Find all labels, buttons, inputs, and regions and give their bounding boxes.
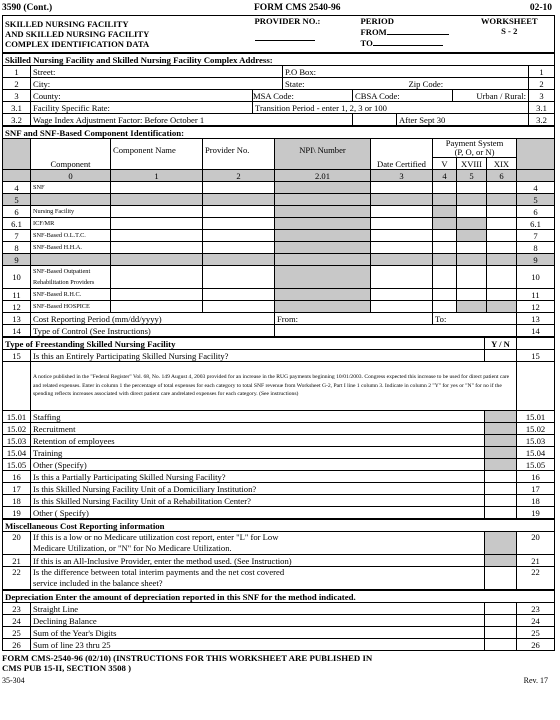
after-sept-field[interactable]: After Sept 30 xyxy=(397,114,529,126)
revision: Rev. 17 xyxy=(523,676,548,685)
component-row xyxy=(3,230,555,242)
component-label: SNF-Based Outpatient Rehabilitation Providers xyxy=(31,266,111,289)
depreciation-section-title: Depreciation Enter the amount of depreciation reported in this SNF for the method indicated. xyxy=(3,591,555,603)
line-label: Training xyxy=(31,447,485,459)
component-cell xyxy=(275,301,371,313)
component-cell[interactable] xyxy=(203,266,275,289)
component-cell[interactable] xyxy=(371,206,433,218)
misc-table xyxy=(2,519,555,590)
component-label: SNF-Based R.H.C. xyxy=(31,289,111,301)
component-cell[interactable] xyxy=(111,218,203,230)
line-number-right: 23 xyxy=(517,603,555,615)
line-20-answer[interactable] xyxy=(485,532,517,555)
component-cell xyxy=(371,254,433,266)
component-label: SNF-Based HOSPICE xyxy=(31,301,111,313)
line-number: 15.01 xyxy=(3,411,31,423)
line-number: 6.1 xyxy=(3,218,31,230)
line-number: 24 xyxy=(3,615,31,627)
line-row xyxy=(3,603,555,615)
component-label xyxy=(31,254,111,266)
wage-index-field[interactable]: Wage Index Adjustment Factor: Before October 1 xyxy=(31,114,353,126)
component-row xyxy=(3,254,555,266)
line-label: Other ( Specify) xyxy=(31,507,485,519)
line-22-answer[interactable] xyxy=(485,567,517,590)
line-number: 11 xyxy=(3,289,31,301)
line-row xyxy=(3,483,555,495)
line-number-right: 9 xyxy=(517,254,555,266)
component-cell[interactable] xyxy=(371,242,433,254)
line-number-right: 5 xyxy=(517,194,555,206)
facility-rate-row: 3.1 Facility Specific Rate: Transition Period - enter 1, 2, 3 or 100 3.1 xyxy=(3,102,555,114)
component-row xyxy=(3,182,555,194)
component-cell[interactable] xyxy=(487,242,517,254)
component-row xyxy=(3,218,555,230)
line-number: 15.03 xyxy=(3,435,31,447)
line-number-right: 6.1 xyxy=(517,218,555,230)
answer-cell[interactable] xyxy=(485,459,517,471)
msa-field[interactable]: MSA Code: xyxy=(253,90,353,102)
col-date-certified: Date Certified xyxy=(371,139,433,170)
component-cell[interactable] xyxy=(487,230,517,242)
form-number: 3590 (Cont.) xyxy=(2,3,53,13)
line-row xyxy=(3,615,555,627)
line-21-row: 21 If this is an All-Inclusive Provider, enter the method used. (See Instruction) 21 xyxy=(3,555,555,567)
line-row xyxy=(3,411,555,423)
component-cell[interactable] xyxy=(457,182,487,194)
component-cell xyxy=(433,194,457,206)
col-provider-no: Provider No. xyxy=(203,139,275,170)
component-cell[interactable] xyxy=(203,301,275,313)
form-date: 02-10 xyxy=(529,3,552,13)
answer-cell[interactable] xyxy=(485,435,517,447)
line-number-right: 16 xyxy=(517,471,555,483)
answer-cell[interactable] xyxy=(485,627,517,639)
line-number: 4 xyxy=(3,182,31,194)
line-label: Is this Skilled Nursing Facility Unit of a Rehabilitation Center? xyxy=(31,495,485,507)
line-number-right: 12 xyxy=(517,301,555,313)
component-cell[interactable] xyxy=(111,242,203,254)
cost-period-to[interactable]: To: xyxy=(433,313,517,325)
component-section-title: SNF and SNF-Based Component Identification: xyxy=(3,127,555,139)
period-field[interactable]: PERIOD FROM TO xyxy=(359,16,465,53)
line-number: 16 xyxy=(3,471,31,483)
component-label: SNF-Based H.H.A. xyxy=(31,242,111,254)
component-cell[interactable] xyxy=(433,230,457,242)
line-row xyxy=(3,507,555,519)
urban-rural-field[interactable]: Urban / Rural: xyxy=(453,90,529,102)
component-cell xyxy=(457,254,487,266)
component-cell[interactable] xyxy=(457,242,487,254)
po-box-field[interactable]: P.O Box: xyxy=(283,66,529,78)
line-number-right: 18 xyxy=(517,495,555,507)
line-number: 15.04 xyxy=(3,447,31,459)
column-number-row: 0 1 2 2.01 3 4 5 6 xyxy=(3,170,555,182)
form-name: FORM CMS 2540-96 xyxy=(254,3,341,13)
component-cell[interactable] xyxy=(487,218,517,230)
line-20-row: 20 If this is a low or no Medicare utilization cost report, enter "L" for Low Medicare Utilization, or "N" for No Medicare Utilization. 20 xyxy=(3,532,555,555)
component-cell xyxy=(457,194,487,206)
answer-cell[interactable] xyxy=(485,603,517,615)
line-number: 19 xyxy=(3,507,31,519)
component-label: ICF/MR xyxy=(31,218,111,230)
state-field[interactable]: State: xyxy=(283,78,397,90)
line-number-right: 15.04 xyxy=(517,447,555,459)
line-number: 18 xyxy=(3,495,31,507)
line-number-right: 8 xyxy=(517,242,555,254)
line-row xyxy=(3,423,555,435)
component-cell[interactable] xyxy=(433,242,457,254)
address-section-title: Skilled Nursing Facility and Skilled Nursing Facility Complex Address: xyxy=(3,54,555,66)
component-table xyxy=(2,126,555,337)
line-21-answer[interactable] xyxy=(485,555,517,567)
component-cell[interactable] xyxy=(111,266,203,289)
component-cell[interactable] xyxy=(433,301,457,313)
line-number: 6 xyxy=(3,206,31,218)
col-xix: XIX xyxy=(487,158,517,170)
line-label: Is this Skilled Nursing Facility Unit of a Domiciliary Institution? xyxy=(31,483,485,495)
component-cell xyxy=(487,301,517,313)
line-number: 15.02 xyxy=(3,423,31,435)
line-row xyxy=(3,495,555,507)
component-cell[interactable] xyxy=(487,206,517,218)
component-label: SNF-Based O.L.T.C. xyxy=(31,230,111,242)
col-payment-system: Payment System (P, O, or N) xyxy=(433,139,517,158)
line-number-right: 15.01 xyxy=(517,411,555,423)
street-row: 1 Street: P.O Box: 1 xyxy=(3,66,555,78)
line-number-right: 15.03 xyxy=(517,435,555,447)
component-cell[interactable] xyxy=(433,182,457,194)
line-number-right: 24 xyxy=(517,615,555,627)
component-cell xyxy=(203,254,275,266)
depreciation-table xyxy=(2,590,555,651)
component-row xyxy=(3,266,555,289)
facility-rate-field[interactable]: Facility Specific Rate: xyxy=(31,102,253,114)
notice-text: A notice published in the "Federal Register" Vol. 68, No. 149 August 4, 2003 provided for an increase in the RUG payments beginning 10/01/2003. Congress expected this increase to be used for direct patient care and related expenses. Enter in column 1 the percentage of total expenses for each category to total SNF revenue from Worksheet G-2, Part I line 1 column 3. Indicate in column 2 "Y" for yes or "N" for no if the spending reflects increases associated with direct patient care andrelated expenses for each category. (See instructions) xyxy=(31,362,517,411)
answer-cell[interactable] xyxy=(485,639,517,651)
freestanding-table xyxy=(2,337,555,519)
line-label: Straight Line xyxy=(31,603,485,615)
line-label: Recruitment xyxy=(31,423,485,435)
component-label: Nursing Facility xyxy=(31,206,111,218)
component-cell[interactable] xyxy=(203,218,275,230)
component-cell[interactable] xyxy=(371,230,433,242)
component-cell xyxy=(487,254,517,266)
cost-period-from[interactable]: From: xyxy=(275,313,433,325)
component-cell[interactable] xyxy=(371,218,433,230)
component-row xyxy=(3,206,555,218)
city-field[interactable]: City: xyxy=(31,78,283,90)
misc-section-title: Miscellaneous Cost Reporting information xyxy=(3,520,555,532)
col-xviii: XVIII xyxy=(457,158,487,170)
component-cell[interactable] xyxy=(203,230,275,242)
component-cell[interactable] xyxy=(111,182,203,194)
answer-cell[interactable] xyxy=(485,423,517,435)
answer-cell[interactable] xyxy=(485,483,517,495)
component-cell xyxy=(457,218,487,230)
county-row: 3 County: MSA Code: CBSA Code: Urban / Rural: 3 xyxy=(3,90,555,102)
page-number: 35-304 xyxy=(2,676,25,685)
line-label: Retention of employees xyxy=(31,435,485,447)
component-cell xyxy=(111,194,203,206)
line-row xyxy=(3,447,555,459)
component-row xyxy=(3,289,555,301)
component-cell xyxy=(433,218,457,230)
component-cell[interactable] xyxy=(111,206,203,218)
line-label: Declining Balance xyxy=(31,615,485,627)
component-cell xyxy=(275,266,371,289)
component-cell[interactable] xyxy=(433,266,457,289)
component-cell[interactable] xyxy=(487,182,517,194)
line-label: Sum of the Year's Digits xyxy=(31,627,485,639)
line-13-row: 13 Cost Reporting Period (mm/dd/yyyy) From: To: 13 xyxy=(3,313,555,325)
line-number-right: 26 xyxy=(517,639,555,651)
answer-cell[interactable] xyxy=(485,495,517,507)
component-label: SNF xyxy=(31,182,111,194)
line-number: 23 xyxy=(3,603,31,615)
line-number-right: 11 xyxy=(517,289,555,301)
line-row xyxy=(3,639,555,651)
component-cell xyxy=(433,206,457,218)
line-row xyxy=(3,459,555,471)
line-number: 15.05 xyxy=(3,459,31,471)
notice-row xyxy=(3,362,555,411)
worksheet-page xyxy=(2,2,554,687)
freestanding-section-title: Type of Freestanding Skilled Nursing Facility xyxy=(3,338,485,350)
component-cell xyxy=(275,289,371,301)
line-number: 8 xyxy=(3,242,31,254)
line-number: 12 xyxy=(3,301,31,313)
line-number-right: 4 xyxy=(517,182,555,194)
component-cell[interactable] xyxy=(371,289,433,301)
component-cell xyxy=(111,254,203,266)
component-cell[interactable] xyxy=(203,242,275,254)
line-number-right: 15.02 xyxy=(517,423,555,435)
county-field[interactable]: County: xyxy=(31,90,253,102)
line-number: 25 xyxy=(3,627,31,639)
component-row xyxy=(3,194,555,206)
line-number-right: 17 xyxy=(517,483,555,495)
line-number: 9 xyxy=(3,254,31,266)
component-cell[interactable] xyxy=(111,289,203,301)
col-component: Component xyxy=(31,139,111,170)
answer-cell[interactable] xyxy=(485,447,517,459)
component-cell xyxy=(275,230,371,242)
component-cell[interactable] xyxy=(487,266,517,289)
answer-cell[interactable] xyxy=(485,411,517,423)
component-cell[interactable] xyxy=(203,206,275,218)
cbsa-field[interactable]: CBSA Code: xyxy=(353,90,453,102)
line-label: Staffing xyxy=(31,411,485,423)
line-number: 5 xyxy=(3,194,31,206)
line-label: Is this a Partially Participating Skilled Nursing Facility? xyxy=(31,471,485,483)
component-label xyxy=(31,194,111,206)
line-row xyxy=(3,627,555,639)
wage-index-row: 3.2 Wage Index Adjustment Factor: Before October 1 After Sept 30 3.2 xyxy=(3,114,555,126)
component-cell[interactable] xyxy=(203,289,275,301)
worksheet-title: SKILLED NURSING FACILITY AND SKILLED NURSING FACILITY COMPLEX IDENTIFICATION DATA xyxy=(3,16,253,53)
line-number: 10 xyxy=(3,266,31,289)
component-cell xyxy=(457,230,487,242)
component-cell xyxy=(275,182,371,194)
type-of-control-field[interactable] xyxy=(275,325,517,337)
line-label: Other (Specify) xyxy=(31,459,485,471)
line-14-row: 14 Type of Control (See Instructions) 14 xyxy=(3,325,555,337)
component-cell[interactable] xyxy=(111,230,203,242)
component-cell[interactable] xyxy=(371,301,433,313)
line-15-row: 15 Is this an Entirely Participating Skilled Nursing Facility? 15 xyxy=(3,350,555,362)
title-table xyxy=(2,15,555,53)
line-number-right: 10 xyxy=(517,266,555,289)
component-cell xyxy=(457,301,487,313)
worksheet-id: WORKSHEET S - 2 xyxy=(465,16,555,53)
line-number: 7 xyxy=(3,230,31,242)
component-cell xyxy=(487,194,517,206)
component-cell[interactable] xyxy=(457,266,487,289)
answer-cell[interactable] xyxy=(485,471,517,483)
line-number: 17 xyxy=(3,483,31,495)
street-field[interactable]: Street: xyxy=(31,66,283,78)
line-row xyxy=(3,471,555,483)
component-cell xyxy=(275,254,371,266)
line-number-right: 6 xyxy=(517,206,555,218)
provider-number-field[interactable]: PROVIDER NO.: xyxy=(253,16,359,53)
line-number-right: 25 xyxy=(517,627,555,639)
component-cell xyxy=(203,194,275,206)
footer-instructions: FORM CMS-2540-96 (02/10) (INSTRUCTIONS FOR THIS WORKSHEET ARE PUBLISHED IN CMS PUB 15-II, SECTION 3508 ) xyxy=(2,653,373,673)
line-number-right: 19 xyxy=(517,507,555,519)
col-v: V xyxy=(433,158,457,170)
col-component-name: Component Name xyxy=(111,139,203,170)
component-cell xyxy=(275,218,371,230)
answer-cell[interactable] xyxy=(485,507,517,519)
page-footer xyxy=(2,673,554,687)
col-npi: NPI\ Number xyxy=(275,139,371,170)
component-cell xyxy=(433,254,457,266)
component-row xyxy=(3,301,555,313)
transition-field[interactable]: Transition Period - enter 1, 2, 3 or 100 xyxy=(253,102,529,114)
component-cell[interactable] xyxy=(111,301,203,313)
component-cell[interactable] xyxy=(433,289,457,301)
component-cell[interactable] xyxy=(487,289,517,301)
line-number-right: 15.05 xyxy=(517,459,555,471)
component-row xyxy=(3,242,555,254)
top-header xyxy=(2,2,554,15)
component-cell[interactable] xyxy=(457,289,487,301)
yn-header: Y / N xyxy=(485,338,517,350)
zip-field[interactable]: Zip Code: xyxy=(397,78,529,90)
line-row xyxy=(3,435,555,447)
component-cell xyxy=(275,242,371,254)
component-cell xyxy=(371,194,433,206)
line-number: 26 xyxy=(3,639,31,651)
city-row: 2 City: State: Zip Code: 2 xyxy=(3,78,555,90)
address-table xyxy=(2,53,555,126)
line-15-answer[interactable] xyxy=(485,350,517,362)
component-cell[interactable] xyxy=(371,266,433,289)
component-cell xyxy=(275,206,371,218)
component-cell[interactable] xyxy=(457,206,487,218)
line-label: Sum of line 23 thru 25 xyxy=(31,639,485,651)
component-cell[interactable] xyxy=(371,182,433,194)
line-22-row: 22 Is the difference between total interim payments and the net cost covered service included in the balance sheet? 22 xyxy=(3,567,555,590)
line-number-right: 7 xyxy=(517,230,555,242)
component-cell xyxy=(275,194,371,206)
component-cell[interactable] xyxy=(203,182,275,194)
answer-cell[interactable] xyxy=(485,615,517,627)
